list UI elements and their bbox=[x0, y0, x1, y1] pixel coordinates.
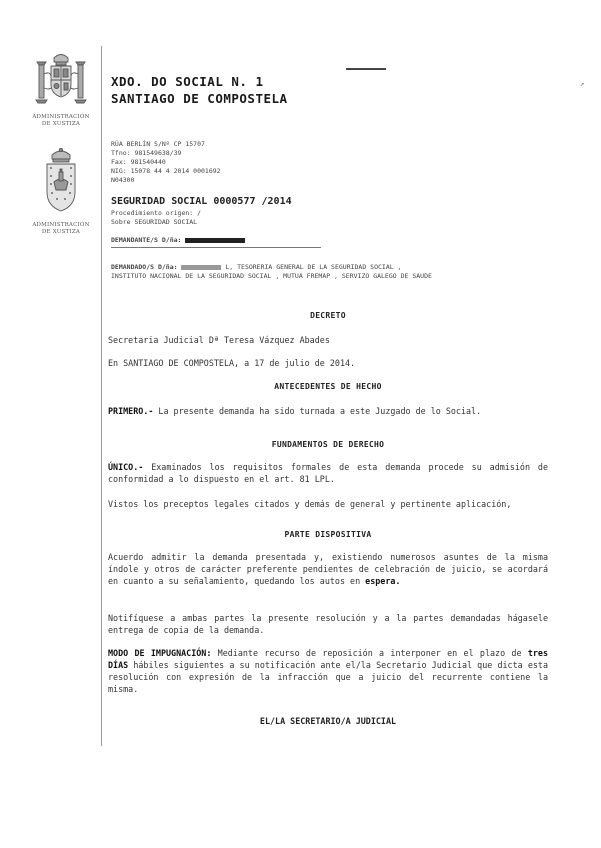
unico-text: Examinados los requisitos formales de esta demanda procede su admisión de conformidad a lo dispuesto en el art. 81 LPL. bbox=[108, 462, 548, 484]
secretaria-line: Secretaria Judicial Dª Teresa Vázquez Abades bbox=[108, 335, 330, 345]
scan-mark: ↗ bbox=[580, 80, 585, 88]
court-nig: NIG: 15078 44 4 2014 0001692 bbox=[111, 167, 221, 175]
court-name-line1: XDO. DO SOCIAL N. 1 bbox=[111, 74, 264, 89]
demandado-text: L, TESORERIA GENERAL DE LA SEGURIDAD SOCIAL , bbox=[225, 263, 402, 271]
unico-label: ÚNICO.- bbox=[108, 462, 144, 472]
modo-impugnacion-paragraph bbox=[108, 647, 548, 695]
crest-caption-line: ADMINISTRACIÓN bbox=[32, 222, 90, 228]
case-subject: Sobre SEGURIDAD SOCIAL bbox=[111, 218, 198, 226]
decreto-heading: DECRETO bbox=[310, 311, 346, 320]
court-code: N04300 bbox=[111, 176, 135, 184]
court-phone: Tfno: 981549638/39 bbox=[111, 149, 182, 157]
parte-dispositiva-heading: PARTE DISPOSITIVA bbox=[284, 530, 372, 539]
antecedentes-heading: ANTECEDENTES DE HECHO bbox=[274, 382, 382, 391]
crest-caption-line: DE XUSTIZA bbox=[41, 229, 81, 235]
modo-text2: hábiles siguientes a su notificación ante el/la Secretario Judicial que dicta esta resolución con expresión de la infracción que a juicio del recurrente contiene la misma. bbox=[108, 660, 548, 694]
spain-coat-of-arms bbox=[30, 50, 92, 128]
spain-crest-icon bbox=[30, 50, 92, 112]
primero-label: PRIMERO.- bbox=[108, 406, 154, 416]
acuerdo-paragraph bbox=[108, 551, 548, 587]
modo-bold: tres DÍAS bbox=[108, 648, 548, 670]
procedimiento-origen: Procedimiento origen: / bbox=[111, 209, 202, 217]
demandante-label: DEMANDANTE/S D/ña: bbox=[111, 236, 186, 244]
crest-caption-line: ADMINISTRACIÓN bbox=[32, 114, 90, 120]
modo-text1: Mediante recurso de reposición a interponer en el plazo de bbox=[211, 648, 528, 658]
crest-caption bbox=[30, 222, 92, 236]
demandado-text-line2: INSTITUTO NACIONAL DE LA SEGURIDAD SOCIAL , MUTUA FREMAP , SERVIZO GALEGO DE SAUDE bbox=[111, 272, 432, 280]
signature-line: EL/LA SECRETARIO/A JUDICIAL bbox=[259, 716, 397, 726]
galicia-coat-of-arms bbox=[30, 146, 92, 236]
demandado-label: DEMANDADO/S D/ña: bbox=[111, 263, 182, 271]
fundamentos-heading: FUNDAMENTOS DE DERECHO bbox=[271, 440, 385, 449]
court-fax: Fax: 981540440 bbox=[111, 158, 166, 166]
vistos-paragraph: Vistos los preceptos legales citados y demás de general y pertinente aplicación, bbox=[108, 499, 512, 509]
court-name-line2: SANTIAGO DE COMPOSTELA bbox=[111, 91, 288, 106]
acuerdo-bold: espera. bbox=[365, 576, 401, 586]
court-address: RÚA BERLÍN S/Nº CP 15707 bbox=[111, 140, 205, 148]
margin-rule bbox=[101, 46, 102, 746]
primero-paragraph bbox=[108, 405, 548, 417]
acuerdo-text: Acuerdo admitir la demanda presentada y, existiendo numerosos asuntes de la misma índole y otros de carácter preferente pendientes de celebración de juicio, se acordará en cuanto a su señalamiento, quedando los autos en bbox=[108, 552, 548, 586]
notifiquese-paragraph: Notifíquese a ambas partes la presente resolución y a la partes demandadas hágasele entrega de copia de la demanda. bbox=[108, 613, 548, 635]
crest-caption-line: DE XUSTIZA bbox=[41, 121, 81, 127]
crest-caption bbox=[30, 114, 92, 128]
separator-line bbox=[111, 247, 321, 248]
case-title: SEGURIDAD SOCIAL 0000577 /2014 bbox=[111, 196, 292, 207]
galicia-crest-icon bbox=[30, 146, 92, 220]
redaction-bar bbox=[181, 265, 221, 270]
unico-paragraph bbox=[108, 461, 548, 485]
fecha-line: En SANTIAGO DE COMPOSTELA, a 17 de julio de 2014. bbox=[108, 358, 356, 368]
modo-label: MODO DE IMPUGNACIÓN: bbox=[108, 648, 212, 658]
redaction-bar bbox=[185, 238, 245, 243]
demandado-row bbox=[111, 263, 401, 272]
demandante-row bbox=[111, 236, 245, 245]
scan-mark bbox=[346, 68, 386, 70]
primero-text: La presente demanda ha sido turnada a este Juzgado de lo Social. bbox=[153, 406, 482, 416]
